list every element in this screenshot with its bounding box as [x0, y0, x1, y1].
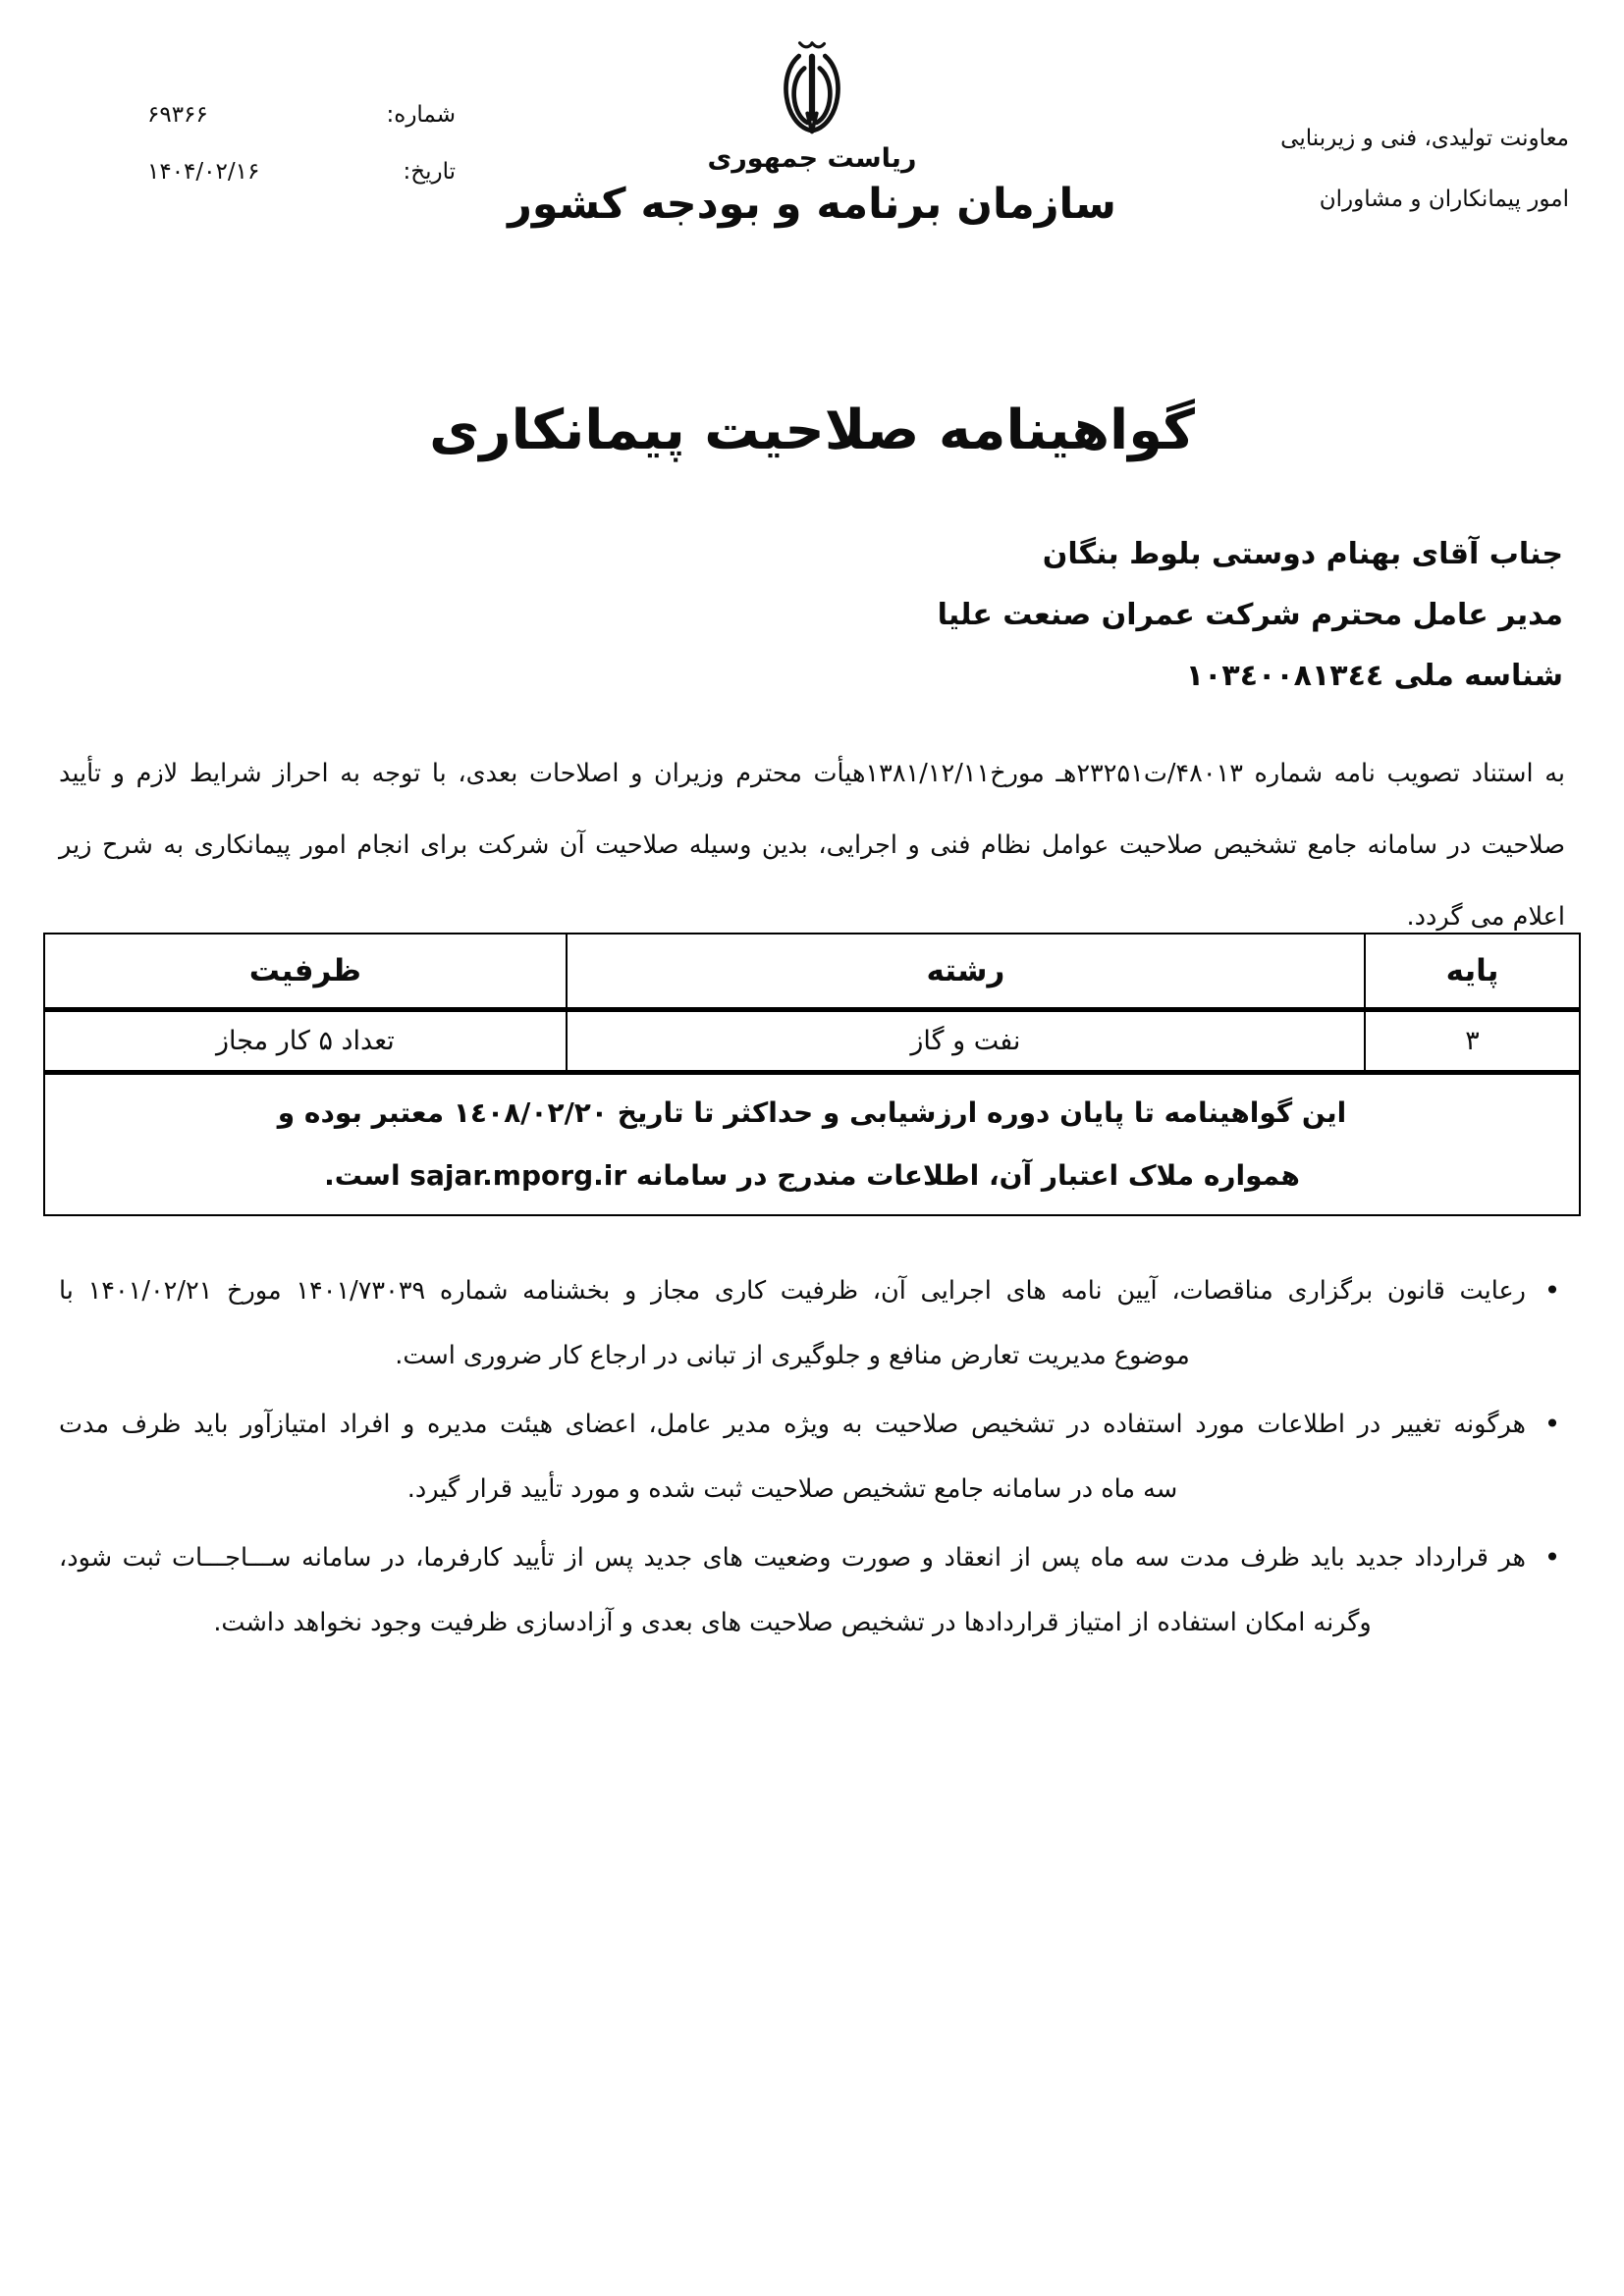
document-number-value: ۶۹۳۶۶ [147, 102, 208, 128]
base-grade-value: ۳ [1365, 1009, 1580, 1072]
intro-paragraph [59, 738, 1565, 953]
note-body-1 [59, 1258, 1526, 1388]
intro-line-2: صلاحیت در سامانه جامع تشخیص صلاحیت عوامل نظام فنی و اجرایی، بدین وسیله صلاحیت آن شرکت برای انجام امور پیمانکاری به شرح زیر [59, 830, 1565, 860]
qualification-table [43, 933, 1581, 1216]
note-2-line-2: سه ماه در سامانه جامع تشخیص صلاحیت ثبت شده و مورد تأیید قرار گیرد. [406, 1474, 1178, 1504]
capacity-value: تعداد ۵ کار مجاز [44, 1009, 567, 1072]
addressee-role-line: مدیر عامل محترم شرکت عمران صنعت علیا [937, 598, 1563, 632]
column-header-field: رشته [567, 934, 1365, 1009]
note-item-1 [59, 1258, 1563, 1388]
note-item-2 [59, 1392, 1563, 1522]
addressee-name-line: جناب آقای بهنام دوستی بلوط بنگان [1042, 537, 1563, 571]
document-date-value: ۱۴۰۴/۰۲/۱۶ [147, 159, 260, 185]
bullet-icon: • [1543, 1408, 1561, 1440]
intro-line-1: به استناد تصویب نامه شماره ۴۸۰۱۳/ت۲۳۲۵۱هـ مورخ۱۳۸۱/۱۲/۱۱هیأت محترم وزیران و اصلاحات بعدی، با توجه به احراز شرایط لازم و تأیید [59, 759, 1565, 788]
department-line-2: امور پیمانکاران و مشاوران [1319, 187, 1569, 212]
validity-notice-cell [44, 1072, 1580, 1215]
qualification-table-wrap [43, 933, 1581, 1216]
presidency-calligraphy: ریاست جمهوری [707, 143, 917, 174]
organization-calligraphy: سازمان برنامه و بودجه کشور [508, 180, 1116, 229]
column-header-base: پایه [1365, 934, 1580, 1009]
note-2-line-1: هرگونه تغییر در اطلاعات مورد استفاده در تشخیص صلاحیت به ویژه مدیر عامل، اعضای هیئت مدیره و افراد امتیازآور باید ظرف مدت [59, 1410, 1526, 1439]
note-1-line-1: رعایت قانون برگزاری مناقصات، آیین نامه های اجرایی آن، ظرفیت کاری مجاز و بخشنامه شماره ۱۴۰۱/۷۳۰۳۹ مورخ ۱۴۰۱/۰۲/۲۱ با [59, 1276, 1526, 1306]
field-value: نفت و گاز [567, 1009, 1365, 1072]
document-date-label: تاریخ: [403, 159, 456, 185]
addressee-block [61, 524, 1563, 707]
notes-list [59, 1258, 1563, 1659]
certificate-title: گواهینامه صلاحیت پیمانکاری [429, 399, 1195, 462]
iran-national-emblem-icon [774, 33, 850, 141]
note-3-line-1: هر قرارداد جدید باید ظرف مدت سه ماه پس از انعقاد و صورت وضعیت های جدید پس از تأیید کارفرما، در سامانه ســـاجـــات ثبت شود، [59, 1543, 1526, 1573]
note-body-3 [59, 1525, 1526, 1655]
validity-line-1: این گواهینامه تا پایان دوره ارزشیابی و حداکثر تا تاریخ ١٤٠٨/٠٢/٢٠ معتبر بوده و [277, 1095, 1347, 1129]
note-body-2 [59, 1392, 1526, 1522]
validity-line-2: همواره ملاک اعتبار آن، اطلاعات مندرج در سامانه sajar.mporg.ir است. [324, 1158, 1300, 1192]
bullet-icon: • [1543, 1541, 1561, 1574]
national-id-line: شناسه ملی ١٠٣٤٠٠٨١٣٤٤ [1185, 659, 1563, 693]
note-item-3 [59, 1525, 1563, 1655]
table-header-row [44, 934, 1580, 1009]
intro-line-3: اعلام می گردد. [1406, 902, 1565, 932]
document-number-label: شماره: [386, 102, 456, 128]
column-header-capacity: ظرفیت [44, 934, 567, 1009]
note-3-line-2: وگرنه امکان استفاده از امتیاز قراردادها در تشخیص صلاحیت های بعدی و آزادسازی ظرفیت وجود نخواهد داشت. [213, 1608, 1372, 1637]
bullet-icon: • [1543, 1274, 1561, 1307]
validity-notice-row [44, 1072, 1580, 1215]
department-line-1: معاونت تولیدی، فنی و زیربنایی [1280, 126, 1569, 151]
table-data-row [44, 1009, 1580, 1072]
letterhead-logo-block [0, 33, 1624, 229]
note-1-line-2: موضوع مدیریت تعارض منافع و جلوگیری از تبانی در ارجاع کار ضروری است. [395, 1341, 1190, 1370]
